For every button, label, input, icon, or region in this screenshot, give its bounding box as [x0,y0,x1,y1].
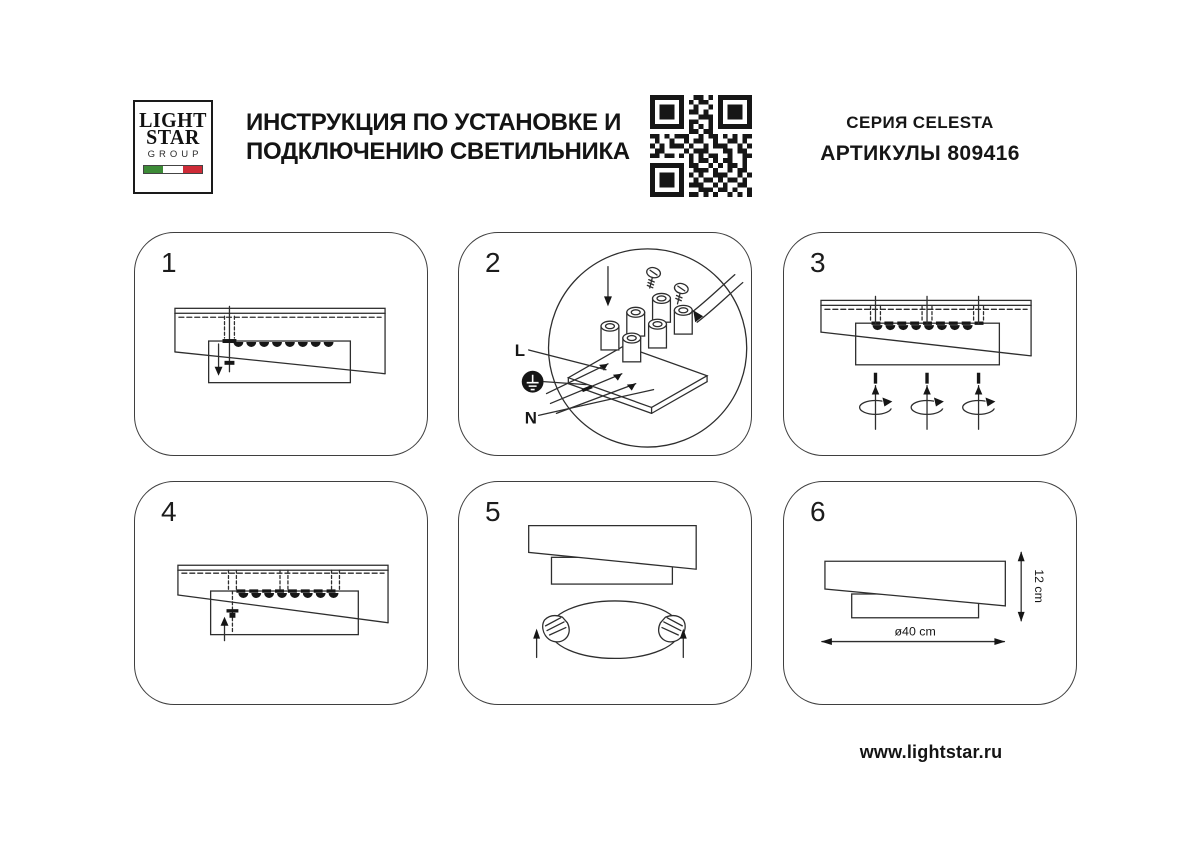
svg-text:N: N [524,408,537,428]
dimensions-diagram [784,482,1076,704]
svg-text:12 cm: 12 cm [1032,569,1047,603]
svg-text:L: L [514,340,526,360]
down-arrow-icon [215,344,223,376]
terminal-block [568,293,707,413]
shade-screw-diagram [135,482,427,704]
led-strip [233,342,333,347]
diameter-dimension [821,625,1005,645]
step-panel-4 [134,481,428,705]
step-panel-1 [134,232,428,456]
terminal-screw [671,282,689,306]
title-line-1: ИНСТРУКЦИЯ ПО УСТАНОВКЕ И [246,109,622,136]
fixing-screw [226,591,238,633]
step-panel-5 [458,481,752,705]
led-strip [236,591,339,598]
screw-rotation-arrows [860,373,999,429]
lamp-profile [825,561,1005,617]
detail-circle [549,249,747,447]
step-panel-3 [783,232,1077,456]
down-arrow-icon [604,267,612,307]
series-block [795,113,1045,166]
terminal [627,307,645,336]
terminal [623,333,641,362]
up-arrow-icon [221,617,229,641]
terminal [653,293,671,322]
qr-code [650,95,752,197]
terminal-screw [643,266,661,290]
step-number: 3 [810,247,826,278]
step-number: 1 [161,247,177,278]
article-number: АРТИКУЛЫ 809416 [820,142,1020,165]
title-line-2: ПОДКЛЮЧЕНИЮ СВЕТИЛЬНИКА [246,138,630,165]
website-url: www.lightstar.ru [859,742,1003,762]
logo-word-star: STAR [146,125,200,149]
step-panel-2 [458,232,752,456]
height-dimension [1018,551,1046,621]
left-hand-icon [540,612,573,646]
terminal [601,321,619,350]
step-number: 4 [161,496,177,527]
mains-cable [689,275,743,323]
led-strip [872,323,987,330]
terminal [674,305,692,334]
screw [223,306,237,371]
step-number: 5 [485,496,501,527]
step-number: 2 [485,247,501,278]
lightstar-logo [133,100,213,194]
logo-word-group: GROUP [147,149,203,160]
fixture-mounting-diagram [135,233,427,455]
step-panel-6 [783,481,1077,705]
diffuser-hands-diagram [459,482,751,704]
terminal [649,319,667,348]
screws-rotation-diagram [784,233,1076,455]
svg-text:ø40 cm: ø40 cm [894,624,936,639]
step-number: 6 [810,496,826,527]
page-title [246,108,630,166]
up-arrow-icon [533,629,540,658]
series-name: СЕРИЯ CELESTA [846,113,994,132]
lamp-body [529,526,696,584]
italian-flag-stripe [143,165,203,174]
logo-word-light: LIGHT [139,108,207,132]
wiring-terminal-diagram [459,233,751,455]
